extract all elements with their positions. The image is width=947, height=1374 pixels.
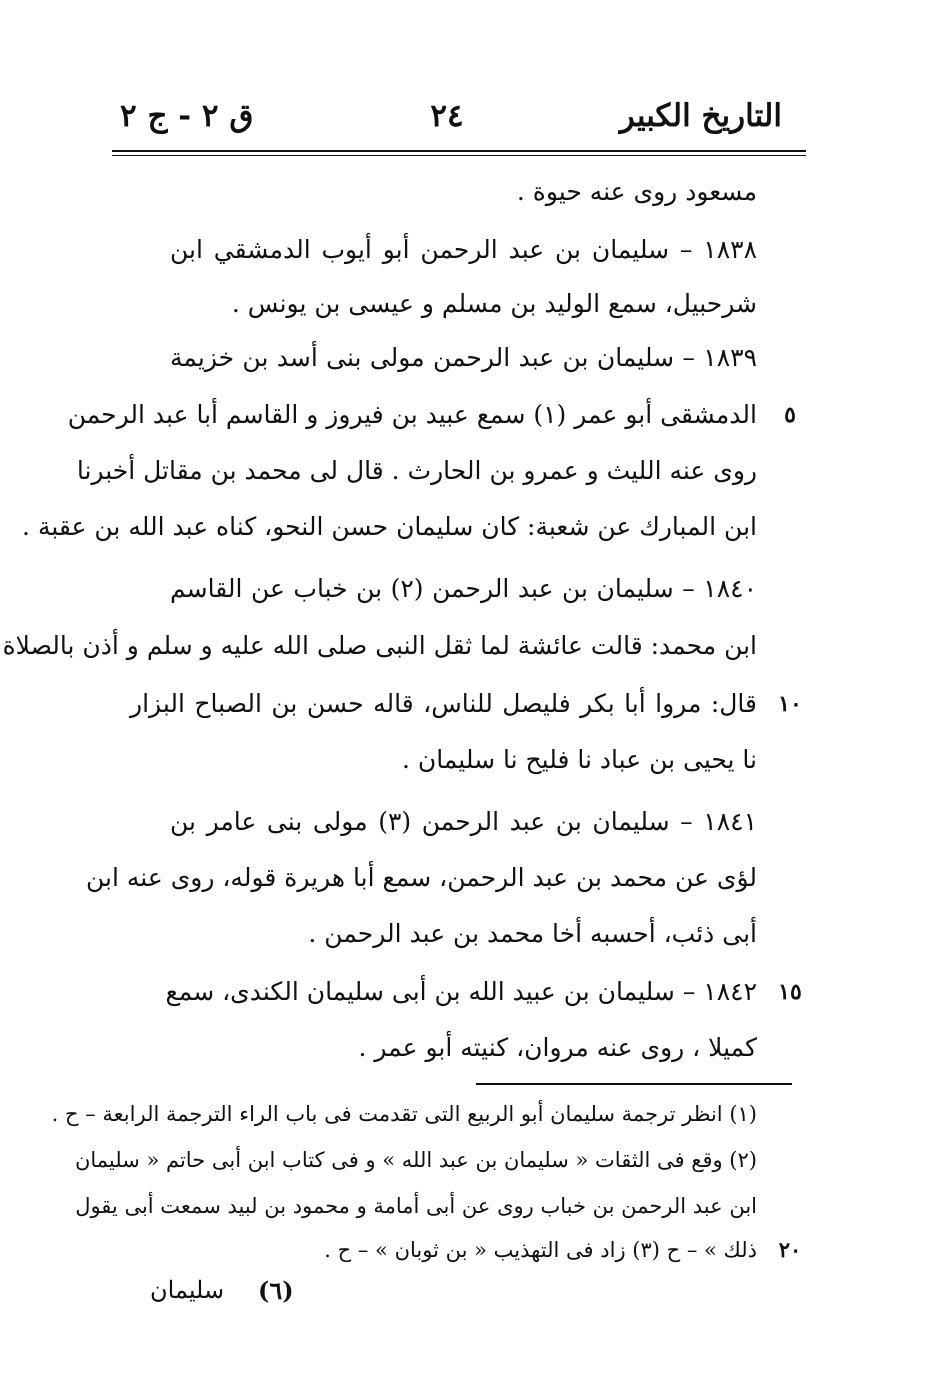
- footnote-2-line-1: (٢) وقع فى الثقات « سليمان بن عبد الله » و فى كتاب ابن أبى حاتم « سليمان: [74, 1148, 757, 1172]
- catchword-area: [150, 1276, 370, 1316]
- entry-1840-line-4: نا يحيى بن عباد نا فليح نا سليمان .: [401, 745, 757, 774]
- margin-line-number-15: ١٥: [778, 979, 802, 1005]
- header-rule-thick: [112, 150, 806, 152]
- margin-line-number-10: ١٠: [778, 691, 802, 717]
- running-header: [112, 98, 782, 144]
- entry-1839-line-4: ابن المبارك عن شعبة: كان سليمان حسن النحو، كناه عبد الله بن عقبة .: [22, 512, 757, 541]
- entry-1840-line-2: ابن محمد: قالت عائشة لما ثقل النبى صلى الله عليه و سلم و أذن بالصلاة: [2, 631, 757, 660]
- footnote-separator: [476, 1083, 792, 1085]
- footnote-1: (١) انظر ترجمة سليمان أبو الربيع التى تقدمت فى باب الراء الترجمة الرابعة – ح .: [51, 1102, 757, 1126]
- entry-1839-line-3: روى عنه الليث و عمرو بن الحارث . قال لى محمد بن مقاتل أخبرنا: [76, 456, 757, 485]
- footnote-2-line-3: ذلك » – ح (٣) زاد فى التهذيب « بن ثوبان » – ح .: [324, 1238, 757, 1262]
- entry-1841-line-1: ١٨٤١ – سليمان بن عبد الرحمن (٣) مولى بنى عامر بن: [170, 807, 757, 836]
- entry-1842-line-1: ١٨٤٢ – سليمان بن عبيد الله بن أبى سليمان الكندى، سمع: [165, 977, 757, 1006]
- page-number: ٢٤: [430, 98, 464, 134]
- margin-line-number-5: ٥: [784, 402, 796, 428]
- entry-1838-line-1: ١٨٣٨ – سليمان بن عبد الرحمن أبو أيوب الدمشقي ابن: [170, 235, 757, 264]
- entry-1839-line-1: ١٨٣٩ – سليمان بن عبد الرحمن مولى بنى أسد بن خزيمة: [170, 343, 757, 372]
- entry-1838-line-2: شرحبيل، سمع الوليد بن مسلم و عيسى بن يونس .: [231, 289, 757, 318]
- margin-line-number-20: ٢٠: [778, 1237, 802, 1262]
- entry-1840-line-3: قال: مروا أبا بكر فليصل للناس، قاله حسن بن الصباح البزار: [130, 689, 757, 718]
- signature-mark: (٦): [258, 1276, 294, 1305]
- header-rule-thin: [112, 155, 806, 156]
- entry-1840-line-1: ١٨٤٠ – سليمان بن عبد الرحمن (٢) بن خباب عن القاسم: [170, 574, 757, 603]
- entry-1841-line-2: لؤى عن محمد بن عبد الرحمن، سمع أبا هريرة قوله، روى عنه ابن: [86, 863, 757, 892]
- text-line-1: مسعود روى عنه حيوة .: [516, 177, 757, 206]
- catchword: سليمان: [150, 1276, 225, 1304]
- book-title: التاريخ الكبير: [619, 98, 782, 134]
- entry-1842-line-2: كميلا ، روى عنه مروان، كنيته أبو عمر .: [358, 1033, 757, 1062]
- entry-1839-line-2: الدمشقى أبو عمر (١) سمع عبيد بن فيروز و القاسم أبا عبد الرحمن: [67, 400, 757, 429]
- entry-1841-line-3: أبى ذئب، أحسبه أخا محمد بن عبد الرحمن .: [308, 919, 757, 948]
- footnote-2-line-2: ابن عبد الرحمن بن خباب روى عن أبى أمامة و محمود بن لبيد سمعت أبى يقول: [75, 1194, 757, 1218]
- volume-part-label: ق ٢ - ج ٢: [120, 98, 254, 134]
